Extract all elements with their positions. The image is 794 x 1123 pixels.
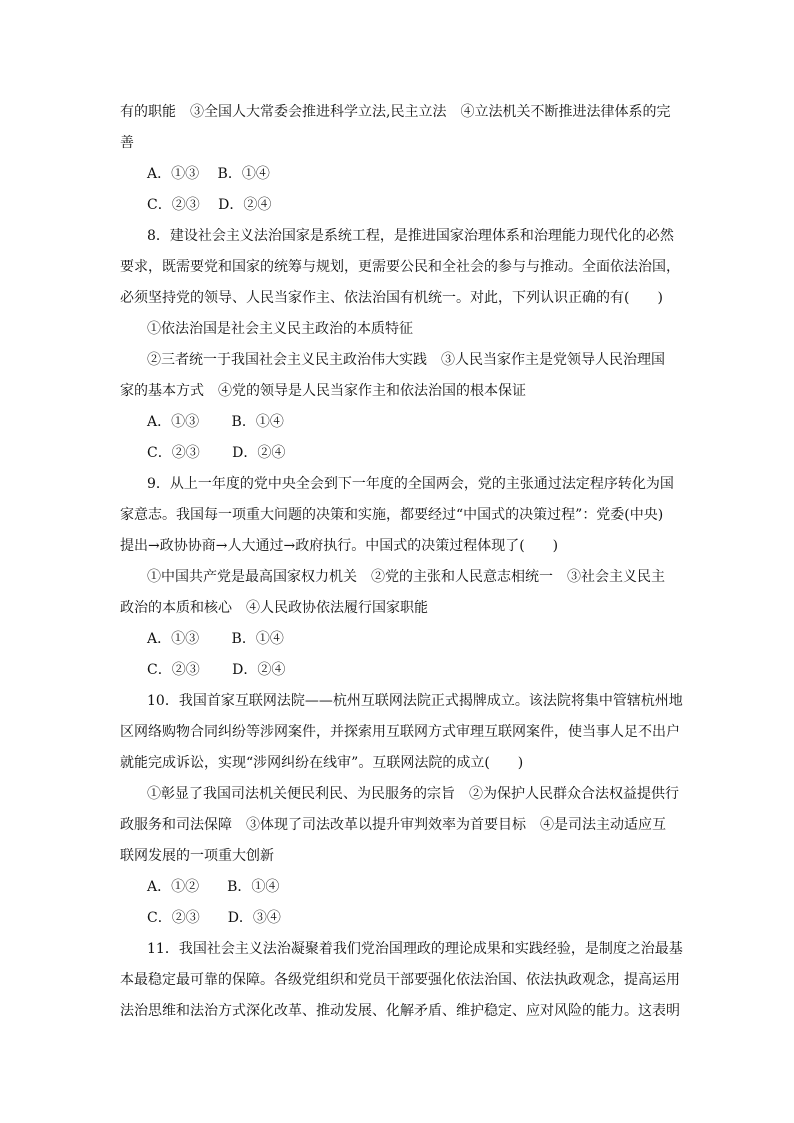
- question-10-option-line-3: 联网发展的一项重大创新: [120, 848, 274, 864]
- question-9-stem-line-1: 9．从上一年度的党中央全会到下一年度的全国两会，党的主张通过法定程序转化为国: [147, 476, 674, 492]
- question-8-stem-line-3: 必须坚持党的领导、人民当家作主、依法治国有机统一。对此，下列认识正确的有( ): [120, 290, 663, 306]
- question-9-stem-line-2: 家意志。我国每一项重大问题的决策和实施，都要经过“中国式的决策过程”：党委(中央): [120, 507, 664, 523]
- question-9-option-line-1: ①中国共产党是最高国家权力机关 ②党的主张和人民意志相统一 ③社会主义民主: [147, 569, 665, 585]
- question-10-stem-line-3: 就能完成诉讼，实现“涉网纠纷在线审”。互联网法院的成立( ): [120, 755, 524, 771]
- question-11-stem-line-3: 法治思维和法治方式深化改革、推动发展、化解矛盾、维护稳定、应对风险的能力。这表明: [120, 1003, 680, 1019]
- question-7-options-continued: 有的职能 ③全国人大常委会推进科学立法,民主立法 ④立法机关不断推进法律体系的完: [120, 104, 671, 120]
- question-10-answer-row-2: C．②③ D．③④: [147, 910, 281, 926]
- question-7-options-end: 善: [120, 135, 134, 151]
- question-7-answer-row-1: A．①③ B．①④: [147, 166, 270, 182]
- question-7-answer-row-2: C．②③ D．②④: [147, 197, 272, 213]
- question-10-answer-row-1: A．①② B．①④: [147, 879, 280, 895]
- question-9-answer-row-2: C．②③ D．②④: [147, 662, 286, 678]
- question-9-option-line-2: 政治的本质和核心 ④人民政协依法履行国家职能: [120, 600, 428, 616]
- question-8-stem-line-2: 要求，既需要党和国家的统筹与规划，更需要公民和全社会的参与与推动。全面依法治国，: [120, 259, 680, 275]
- question-11-stem-line-2: 本最稳定最可靠的保障。各级党组织和党员干部要强化依法治国、依法执政观念，提高运用: [120, 972, 680, 988]
- question-10-option-line-1: ①彰显了我国司法机关便民利民、为民服务的宗旨 ②为保护人民群众合法权益提供行: [147, 786, 679, 802]
- question-10-stem-line-1: 10．我国首家互联网法院——杭州互联网法院正式揭牌成立。该法院将集中管辖杭州地: [147, 693, 683, 709]
- question-9-stem-line-3: 提出→政协协商→人大通过→政府执行。中国式的决策过程体现了( ): [120, 538, 559, 554]
- question-8-option-line-2: ②三者统一于我国社会主义民主政治伟大实践 ③人民当家作主是党领导人民治理国: [147, 352, 665, 368]
- question-10-option-line-2: 政服务和司法保障 ③体现了司法改革以提升审判效率为首要目标 ④是司法主动适应互: [120, 817, 666, 833]
- question-8-option-line-1: ①依法治国是社会主义民主政治的本质特征: [147, 321, 413, 337]
- question-9-answer-row-1: A．①③ B．①④: [147, 631, 284, 647]
- question-8-option-line-3: 家的基本方式 ④党的领导是人民当家作主和依法治国的根本保证: [120, 383, 526, 399]
- question-11-stem-line-1: 11．我国社会主义法治凝聚着我们党治国理政的理论成果和实践经验，是制度之治最基: [147, 941, 683, 957]
- question-8-answer-row-2: C．②③ D．②④: [147, 445, 286, 461]
- question-8-stem-line-1: 8．建设社会主义法治国家是系统工程，是推进国家治理体系和治理能力现代化的必然: [147, 228, 674, 244]
- question-10-stem-line-2: 区网络购物合同纠纷等涉网案件，并探索用互联网方式审理互联网案件，使当事人足不出户: [120, 724, 680, 740]
- question-8-answer-row-1: A．①③ B．①④: [147, 414, 284, 430]
